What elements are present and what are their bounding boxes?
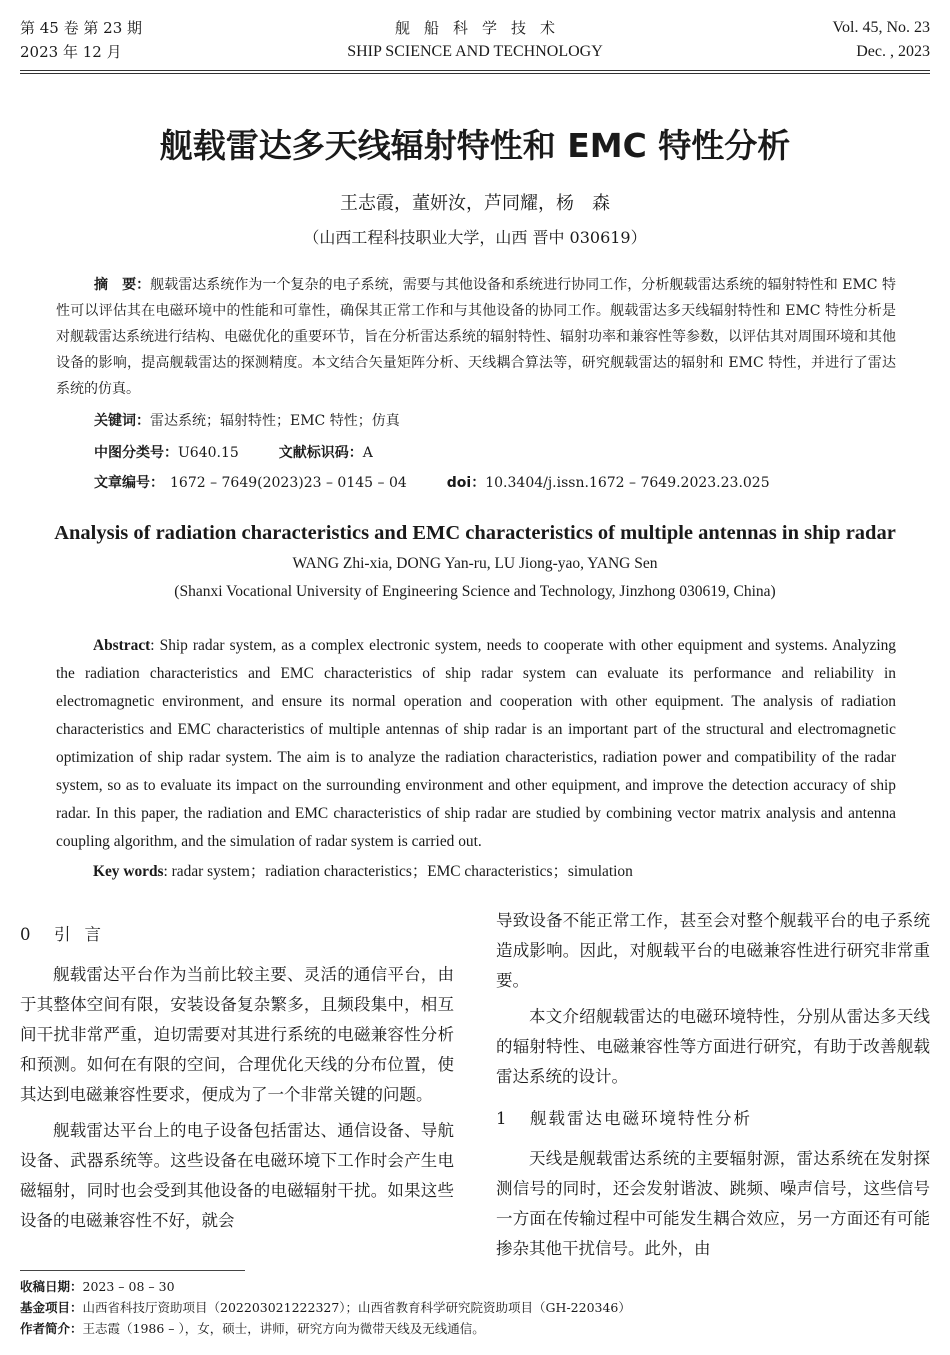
section-0-paragraph-2: 舰载雷达平台上的电子设备包括雷达、通信设备、导航设备、武器系统等。这些设备在电磁环境下工作时会产生电磁辐射，同时也会受到其他设备的电磁辐射干扰。如果这些设备的电磁兼容性不好，就会: [20, 1121, 454, 1230]
running-header: [0, 16, 950, 68]
authors-cn: 王志霞，董妍汝，芦同耀，杨 森: [340, 193, 610, 214]
header-rule-2: [20, 73, 930, 74]
article-no-label: 文章编号：: [94, 475, 164, 491]
footnote-received: [20, 1278, 175, 1296]
abstract-en: [56, 632, 896, 856]
section-0-title: 引言: [54, 925, 115, 944]
date-cn: 2023 年 12 月: [20, 43, 122, 61]
section-0-paragraph-4: 本文介绍舰载雷达的电磁环境特性，分别从雷达多天线的辐射特性、电磁兼容性等方面进行研究，有助于改善舰载雷达系统的设计。: [496, 1007, 930, 1086]
author-bio-text: 王志霞（1986 – ），女，硕士，讲师，研究方向为微带天线及无线通信。: [82, 1321, 485, 1336]
keywords-cn-text: 雷达系统；辐射特性；EMC 特性；仿真: [150, 413, 400, 429]
section-0-number: 0: [20, 925, 31, 944]
abstract-cn: [56, 272, 896, 402]
keywords-cn-label: 关键词：: [94, 413, 150, 429]
body-column-right: [496, 911, 930, 1264]
affiliation-cn: （山西工程科技职业大学，山西 晋中 030619）: [303, 228, 647, 247]
section-0-paragraph-3: 导致设备不能正常工作，甚至会对整个舰载平台的电子系统造成影响。因此，对舰载平台的电磁兼容性进行研究非常重要。: [496, 911, 930, 990]
keywords-en: [93, 858, 633, 886]
clc-label: 中图分类号：: [94, 445, 178, 461]
journal-name-en: SHIP SCIENCE AND TECHNOLOGY: [347, 43, 603, 60]
header-center: [0, 16, 950, 64]
received-label: 收稿日期：: [20, 1279, 83, 1294]
doc-code-label: 文献标识码：: [278, 445, 363, 461]
affiliation-en: (Shanxi Vocational University of Engineering Science and Technology, Jinzhong 030619, China): [174, 583, 776, 600]
section-1-title: 舰载雷达电磁环境特性分析: [530, 1109, 752, 1128]
abstract-en-text: : Ship radar system, as a complex electronic system, needs to cooperate with other equipment and systems. Analyzing the radiation characteristics and EMC characteristics of ship radar system can evaluate its performance and reliability in electromagnetic environment, and ensure its normal operation and cooperation with other equipment. The analysis of radiation characteristics and EMC characteristics of multiple antennas of ship radar is an important part of the structural and electromagnetic optimization of ship radar system. The aim is to analyze the radiation characteristics, radiation power and compatibility of the radar system, so as to evaluate its impact on the surrounding environment and other equipment, and improve the detection accuracy of ship radar. In this paper, the radiation and EMC characteristics of ship radar are studied by combining vector matrix analysis and antenna coupling algorithm, and the simulation of radar system is carried out.: [56, 637, 896, 850]
received-date: 2023 – 08 – 30: [82, 1279, 175, 1294]
header-rule: [20, 70, 930, 71]
abstract-en-label: Abstract: [93, 637, 151, 654]
paper-title-cn: 舰载雷达多天线辐射特性和 EMC 特性分析: [159, 126, 791, 165]
classification-row: [94, 440, 373, 466]
section-1-paragraph-1: 天线是舰载雷达系统的主要辐射源，雷达系统在发射探测信号的同时，还会发射谐波、跳频、噪声信号，这些信号一方面在传输过程中可能发生耦合效应，另一方面还有可能掺杂其他干扰信号。此外，由: [496, 1149, 930, 1258]
article-id-row: [94, 470, 770, 496]
section-1-heading: [496, 1104, 930, 1134]
section-0-paragraph-1: 舰载雷达平台作为当前比较主要、灵活的通信平台，由于其整体空间有限，安装设备复杂繁多，且频段集中，相互间干扰非常严重，迫切需要对其进行系统的电磁兼容性分析和预测。如何在有限的空间，合理优化天线的分布位置，使其达到电磁兼容性要求，便成为了一个非常关键的问题。: [20, 965, 454, 1104]
date-en: Dec. , 2023: [856, 43, 930, 60]
body-column-left: [20, 920, 454, 1236]
clc-value: U640.15: [178, 445, 239, 461]
volume-cn: 第 45 卷 第 23 期: [20, 19, 143, 37]
footnote-author: [20, 1320, 485, 1338]
paper-title-en: Analysis of radiation characteristics and EMC characteristics of multiple antennas in ship radar: [54, 522, 896, 544]
footnote-rule: [20, 1270, 245, 1271]
abstract-cn-text: 舰载雷达系统作为一个复杂的电子系统，需要与其他设备和系统进行协同工作，分析舰载雷达系统的辐射特性和 EMC 特性可以评估其在电磁环境中的性能和可靠性，确保其正常工作和与其他设备的协同工作。舰载雷达多天线辐射特性和 EMC 特性分析是对舰载雷达系统进行结构、电磁优化的重要环节，旨在分析雷达系统的辐射特性、辐射功率和兼容性等参数，以评估其对周围环境和其他设备的影响，提高舰载雷达的探测精度。本文结合矢量矩阵分析、天线耦合算法等，研究舰载雷达的辐射和 EMC 特性，并进行了雷达系统的仿真。: [56, 277, 897, 397]
section-1-number: 1: [496, 1109, 507, 1128]
abstract-cn-label: 摘 要：: [94, 277, 151, 293]
fund-text: 山西省科技厅资助项目（202203021222327）；山西省教育科学研究院资助项目（GH-220346）: [82, 1300, 631, 1315]
keywords-en-label: Key words: [93, 863, 164, 880]
keywords-en-text: : radar system；radiation characteristics；EMC characteristics；simulation: [163, 863, 633, 880]
volume-en: Vol. 45, No. 23: [832, 19, 930, 36]
keywords-cn: [94, 408, 400, 434]
header-right: [833, 16, 931, 64]
doi-value: 10.3404/j.issn.1672 – 7649.2023.23.025: [485, 475, 770, 491]
footnote-fund: [20, 1299, 631, 1317]
fund-label: 基金项目：: [20, 1300, 83, 1315]
doi-label: doi：: [446, 475, 486, 491]
authors-en: WANG Zhi-xia, DONG Yan-ru, LU Jiong-yao, YANG Sen: [292, 555, 658, 572]
journal-name-cn: 舰船科学技术: [394, 19, 569, 37]
author-bio-label: 作者简介：: [20, 1321, 83, 1336]
doc-code-value: A: [362, 445, 373, 461]
article-no-value: 1672 – 7649(2023)23 – 0145 – 04: [170, 475, 407, 491]
section-0-heading: [20, 920, 454, 950]
